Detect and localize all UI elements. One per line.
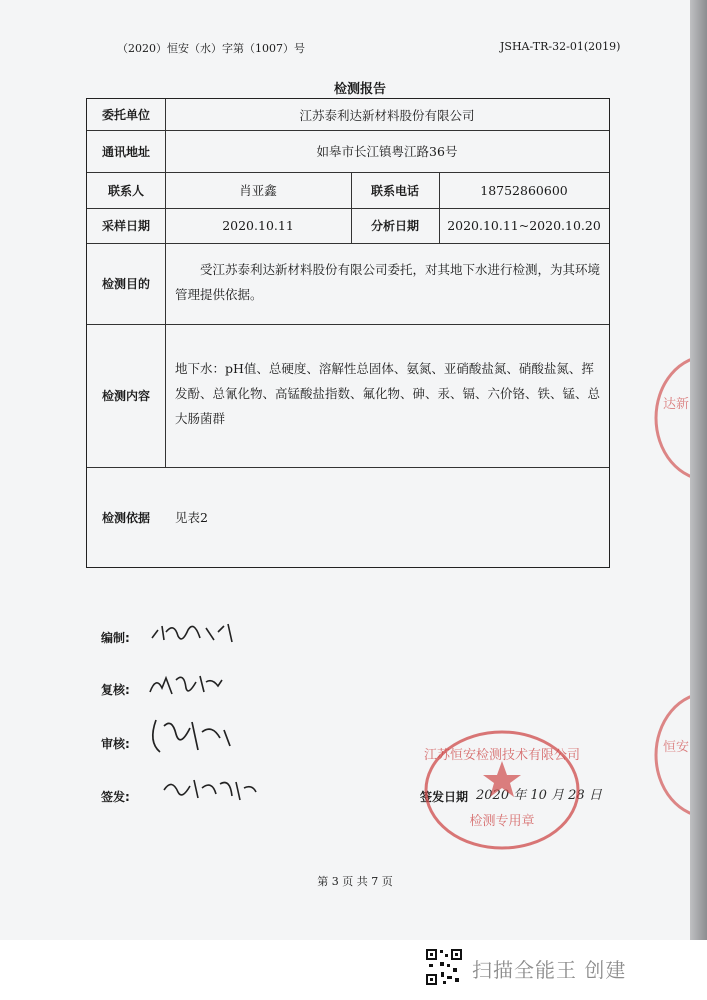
client-label: 委托单位 (101, 108, 150, 122)
compiler-label: 编制: (101, 631, 130, 645)
seal-name: 江苏恒安检测技术有限公司 (423, 748, 581, 763)
auditor-signature (146, 712, 236, 760)
document-number: （2020）恒安（水）字第（1007）号 (117, 42, 305, 55)
purpose-value: 受江苏泰利达新材料股份有限公司委托，对其地下水进行检测，为其环境管理提供依据。 (175, 262, 601, 302)
analysis-date-label: 分析日期 (370, 219, 419, 233)
edge-seal-upper (638, 348, 690, 488)
qr-code-icon (425, 948, 463, 986)
basis-value: 见表2 (175, 510, 208, 525)
basis-label: 检测依据 (101, 510, 150, 525)
issue-date-value: 2020 年 10 月 28 日 (476, 788, 602, 803)
address-value: 如皋市长江镇粤江路36号 (316, 144, 458, 159)
content-value: 地下水：pH值、总硬度、溶解性总固体、氨氮、亚硝酸盐氮、硝酸盐氮、挥发酚、总氰化物、高锰酸盐指数、氟化物、砷、汞、镉、六价铬、铁、锰、总大肠菌群 (175, 361, 601, 426)
sampling-date-label: 采样日期 (101, 219, 150, 233)
content-label: 检测内容 (101, 389, 150, 403)
page-number: 第 3 页 共 7 页 (317, 875, 393, 888)
table-row-divider (87, 467, 609, 468)
edge-seal-lower (638, 685, 690, 825)
form-code: JSHA-TR-32-01(2019) (500, 40, 621, 53)
issuer-signature (160, 772, 260, 806)
report-title: 检测报告 (333, 82, 386, 97)
reviewer-label: 复核: (101, 683, 130, 697)
auditor-label: 审核: (101, 737, 130, 751)
phone-label: 联系电话 (370, 183, 419, 198)
sampling-date-value: 2020.10.11 (222, 218, 294, 233)
phone-value: 18752860600 (480, 182, 568, 198)
issue-date-label: 签发日期 (420, 790, 469, 804)
edge-seal-lower-text: 恒安 (662, 740, 690, 755)
scanner-watermark: 扫描全能王 创建 (472, 958, 627, 982)
client-value: 江苏泰利达新材料股份有限公司 (299, 107, 475, 123)
contact-label: 联系人 (107, 183, 144, 198)
reviewer-signature (146, 668, 226, 702)
report-table (86, 98, 610, 568)
edge-seal-upper-text: 达新 (662, 397, 690, 412)
analysis-date-value: 2020.10.11~2020.10.20 (447, 218, 601, 233)
issuer-label: 签发: (101, 790, 130, 804)
purpose-label: 检测目的 (101, 277, 150, 291)
compiler-signature (148, 618, 238, 648)
scan-edge (690, 0, 707, 940)
address-label: 通讯地址 (101, 144, 150, 159)
contact-value: 肖亚鑫 (239, 183, 277, 198)
company-seal (420, 725, 585, 855)
seal-subtitle: 检测专用章 (469, 814, 535, 829)
